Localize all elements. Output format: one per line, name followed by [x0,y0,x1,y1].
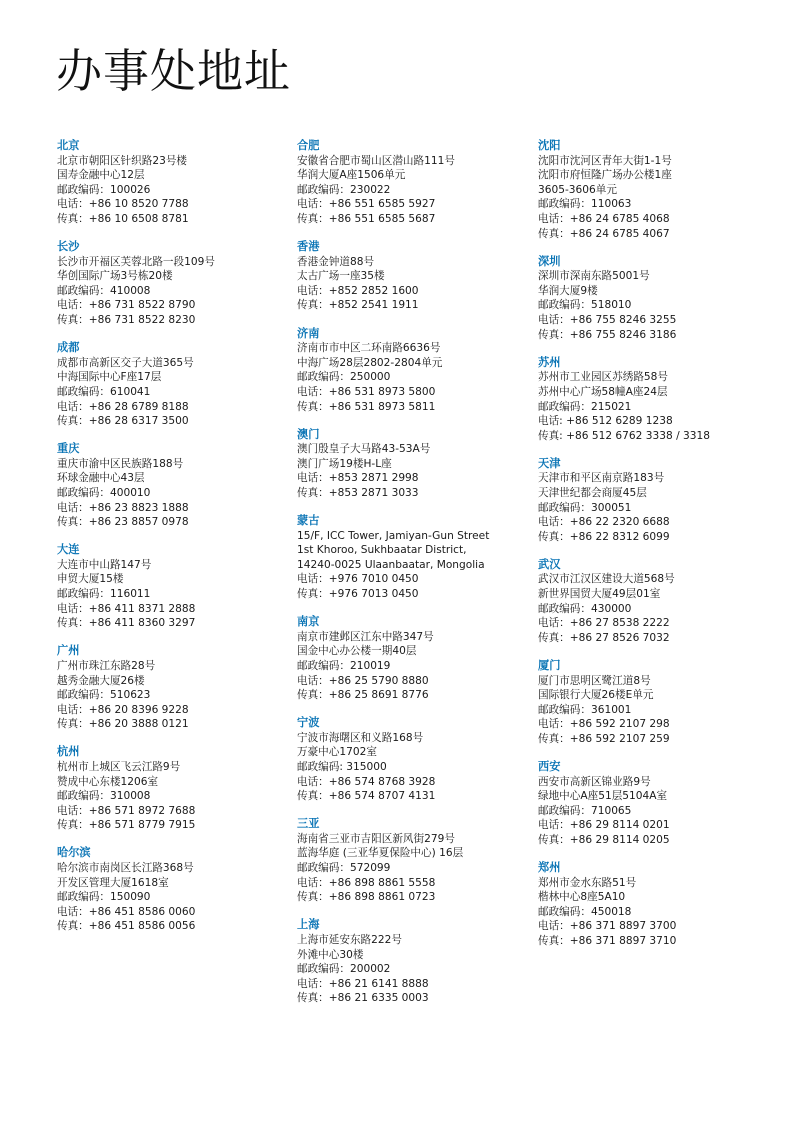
office-city-name: 成都 [57,341,80,355]
office-address-line: 澳门广场19楼H-L座 [297,457,392,470]
office-address-line: 传真：+976 7013 0450 [297,588,419,601]
office-address-line: 杭州市上城区飞云江路9号 [57,760,181,773]
office-address-line: 传真：+86 371 8897 3710 [538,935,677,947]
office-address-line: 传真：+86 411 8360 3297 [57,617,196,630]
office-address-line: 传真：+86 28 6317 3500 [57,415,189,428]
office-address-line: 传真：+86 898 8861 0723 [297,891,436,904]
office-address-line: 沈阳市沈河区青年大街1-1号 [538,154,672,167]
office-address-line: 南京市建邺区江东中路347号 [297,630,434,643]
office-address-line: 邮政编码：410008 [57,284,151,297]
office-entry [57,543,287,631]
office-city-name: 济南 [297,326,320,340]
office-city-name: 蒙古 [297,514,320,528]
office-address-line: 环球金融中心43层 [57,472,145,485]
office-address-line: 宁波市海曙区和义路168号 [297,731,424,744]
office-address-line: 国际银行大厦26楼E单元 [538,689,654,702]
office-address-line: 国寿金融中心12层 [57,169,145,182]
office-city-name: 天津 [538,456,561,470]
office-address-line: 电话：+86 531 8973 5800 [297,385,436,398]
office-address-line: 沈阳市府恒隆广场办公楼1座 [538,169,672,182]
office-address-line: 蓝海华庭 (三亚华夏保险中心) 16层 [297,847,464,860]
office-city-name: 深圳 [538,254,561,268]
office-address-line: 大连市中山路147号 [57,558,152,571]
office-address-line: 电话：+86 27 8538 2222 [538,617,670,630]
office-entry [538,861,768,949]
office-city-name: 西安 [538,759,561,773]
office-address-line: 电话: +86 512 6289 1238 [538,415,673,428]
office-address-line: 邮政编码：610041 [57,385,151,398]
office-address-line: 电话：+86 28 6789 8188 [57,400,189,413]
office-address-line: 邮政编码：210019 [297,659,391,672]
office-address-line: 传真：+86 22 8312 6099 [538,530,670,543]
office-entry [538,760,768,848]
office-entry [297,716,527,804]
office-address-line: 电话：+86 451 8586 0060 [57,905,196,918]
office-address-line: 电话：+853 2871 2998 [297,472,419,485]
office-address-line: 传真：+86 592 2107 259 [538,732,670,745]
office-address-line: 华润大厦A座1506单元 [297,169,406,182]
office-address-line: 传真：+86 20 3888 0121 [57,718,189,731]
office-entry [297,918,527,1006]
office-address-line: 14240-0025 Ulaanbaatar, Mongolia [297,558,485,571]
office-address-line: 邮政编码：572099 [297,862,391,875]
office-address-line: 传真：+86 551 6585 5687 [297,212,436,225]
office-address-line: 传真：+86 755 8246 3186 [538,328,677,341]
office-address-line: 外滩中心30楼 [297,948,364,961]
office-address-line: 邮政编码: 315000 [297,760,387,773]
office-entry [297,615,527,703]
office-address-line: 电话：+86 371 8897 3700 [538,920,677,933]
office-address-line: 上海市延安东路222号 [297,933,402,946]
office-city-name: 哈尔滨 [57,846,91,860]
office-address-line: 广州市珠江东路28号 [57,659,156,672]
office-city-name: 北京 [57,139,80,152]
office-address-line: 绿地中心A座51层5104A室 [538,790,668,803]
office-city-name: 沈阳 [538,139,561,152]
office-address-line: 电话：+86 20 8396 9228 [57,703,189,716]
office-address-line: 电话：+86 411 8371 2888 [57,602,196,615]
office-address-line: 电话：+86 731 8522 8790 [57,299,196,312]
office-entry [538,139,768,241]
office-city-name: 长沙 [57,240,80,254]
office-address-line: 武汉市江汉区建设大道568号 [538,573,675,586]
office-entry [57,846,287,934]
office-address-line: 重庆市渝中区民族路188号 [57,457,184,470]
office-address-line: 电话：+86 10 8520 7788 [57,198,189,211]
office-address-line: 传真: +86 512 6762 3338 / 3318 [538,429,710,442]
office-address-line: 电话：+86 574 8768 3928 [297,775,436,788]
office-address-line: 传真：+852 2541 1911 [297,299,419,312]
office-address-line: 深圳市深南东路5001号 [538,270,650,283]
office-city-name: 上海 [297,918,320,932]
office-address-line: 邮政编码：450018 [538,905,632,918]
office-address-line: 中海广场28层2802-2804单元 [297,356,443,369]
office-address-line: 华创国际广场3号栋20楼 [57,270,173,283]
office-column-left [57,139,287,948]
office-entry [538,558,768,646]
office-address-line: 郑州市金水东路51号 [538,876,637,889]
office-address-line: 国金中心办公楼一期40层 [297,645,417,658]
office-city-name: 杭州 [57,745,80,759]
office-column-right [538,139,768,962]
office-city-name: 重庆 [57,442,80,456]
office-address-line: 香港金钟道88号 [297,255,375,268]
office-address-line: 电话：+852 2852 1600 [297,284,419,297]
office-address-line: 邮政编码：510623 [57,689,151,702]
office-address-line: 万豪中心1702室 [297,746,377,759]
office-address-line: 电话：+86 551 6585 5927 [297,198,436,211]
office-address-line: 天津市和平区南京路183号 [538,472,665,485]
office-address-line: 电话：+86 571 8972 7688 [57,804,196,817]
office-entry [538,356,768,444]
office-address-line: 邮政编码：430000 [538,602,632,615]
office-address-line: 电话：+86 23 8823 1888 [57,501,189,514]
office-address-line: 1st Khoroo, Sukhbaatar District, [297,544,467,557]
office-address-line: 邮政编码：518010 [538,299,632,312]
office-city-name: 大连 [57,543,80,557]
office-address-line: 济南市市中区二环南路6636号 [297,342,441,355]
office-address-line: 邮政编码：200002 [297,963,391,976]
office-address-line: 传真：+86 574 8707 4131 [297,790,436,803]
office-city-name: 武汉 [538,557,561,571]
office-address-line: 传真：+86 571 8779 7915 [57,819,196,832]
office-address-line: 苏州市工业园区苏绣路58号 [538,371,669,384]
office-entry [297,139,527,227]
office-city-name: 香港 [297,240,320,254]
office-city-name: 苏州 [538,355,561,369]
office-address-line: 越秀金融大厦26楼 [57,674,145,687]
office-address-line: 传真：+86 25 8691 8776 [297,689,429,702]
office-address-line: 成都市高新区交子大道365号 [57,356,194,369]
office-address-line: 电话：+86 22 2320 6688 [538,516,670,529]
office-address-line: 传真：+853 2871 3033 [297,486,419,499]
office-entry [297,327,527,415]
office-address-line: 海南省三亚市吉阳区新风街279号 [297,832,455,845]
office-address-line: 邮政编码：150090 [57,891,151,904]
office-address-line: 厦门市思明区鹭江道8号 [538,674,651,687]
office-address-line: 3605-3606单元 [538,183,617,196]
office-address-line: 哈尔滨市南岗区长江路368号 [57,862,194,875]
office-address-line: 邮政编码：300051 [538,501,632,514]
office-entry [57,341,287,429]
office-address-line: 邮政编码：400010 [57,486,151,499]
office-address-line: 华润大厦9楼 [538,284,598,297]
office-entry [297,514,527,602]
office-address-line: 电话：+86 755 8246 3255 [538,314,677,327]
office-entry [57,139,287,227]
office-address-line: 电话：+86 21 6141 8888 [297,977,429,990]
office-address-line: 电话：+86 24 6785 4068 [538,212,670,225]
office-address-line: 邮政编码：230022 [297,183,391,196]
office-column-middle [297,139,527,1019]
office-city-name: 厦门 [538,658,561,672]
office-entry [297,428,527,501]
office-address-line: 电话：+86 29 8114 0201 [538,819,670,832]
office-address-line: 西安市高新区锦业路9号 [538,775,651,788]
office-address-line: 传真：+86 10 6508 8781 [57,212,189,225]
office-address-line: 申贸大厦15楼 [57,573,124,586]
office-address-line: 电话：+86 592 2107 298 [538,718,670,731]
office-address-line: 邮政编码：710065 [538,804,632,817]
office-entry [57,240,287,328]
office-entry [538,255,768,343]
office-city-name: 广州 [57,644,80,658]
office-entry [57,442,287,530]
office-address-line: 邮政编码：100026 [57,183,151,196]
office-address-line: 邮政编码：250000 [297,371,391,384]
office-address-line: 传真：+86 27 8526 7032 [538,631,670,644]
office-address-line: 赞成中心东楼1206室 [57,775,159,788]
office-address-line: 邮政编码：215021 [538,400,632,413]
office-city-name: 合肥 [297,139,320,152]
office-address-line: 15/F, ICC Tower, Jamiyan-Gun Street [297,529,490,542]
office-entry [297,817,527,905]
office-entry [538,659,768,747]
office-address-line: 传真：+86 23 8857 0978 [57,516,189,529]
office-address-line: 邮政编码：310008 [57,790,151,803]
page-title: 办事处地址 [56,44,291,98]
office-city-name: 郑州 [538,861,561,875]
office-entry [297,240,527,313]
office-address-line: 电话：+86 25 5790 8880 [297,674,429,687]
office-address-line: 邮政编码：361001 [538,703,632,716]
office-address-line: 邮政编码：116011 [57,588,151,601]
office-address-line: 传真：+86 731 8522 8230 [57,314,196,327]
office-address-line: 开发区管理大厦1618室 [57,876,169,889]
office-address-line: 传真：+86 24 6785 4067 [538,227,670,240]
office-entry [57,745,287,833]
office-address-line: 长沙市开福区芙蓉北路一段109号 [57,255,215,268]
office-city-name: 三亚 [297,817,320,831]
office-entry [538,457,768,545]
office-address-line: 苏州中心广场58幢A座24层 [538,385,668,398]
office-address-line: 楷林中心8座5A10 [538,891,626,904]
office-address-line: 电话：+976 7010 0450 [297,573,419,586]
office-address-line: 传真：+86 29 8114 0205 [538,833,670,846]
office-address-line: 安徽省合肥市蜀山区潜山路111号 [297,154,455,167]
office-address-line: 传真：+86 21 6335 0003 [297,992,429,1005]
office-address-line: 新世界国贸大厦49层01室 [538,588,661,601]
office-address-line: 天津世纪都会商厦45层 [538,486,647,499]
office-city-name: 宁波 [297,716,320,730]
office-address-line: 传真：+86 531 8973 5811 [297,400,436,413]
office-entry [57,644,287,732]
office-address-line: 邮政编码：110063 [538,198,632,211]
office-city-name: 澳门 [297,427,320,441]
office-address-line: 北京市朝阳区针织路23号楼 [57,154,188,167]
office-address-line: 澳门殷皇子大马路43-53A号 [297,443,431,456]
office-address-line: 太古广场一座35楼 [297,270,385,283]
office-address-line: 中海国际中心F座17层 [57,371,162,384]
office-address-line: 电话：+86 898 8861 5558 [297,876,436,889]
office-city-name: 南京 [297,615,320,629]
office-address-line: 传真：+86 451 8586 0056 [57,920,196,933]
